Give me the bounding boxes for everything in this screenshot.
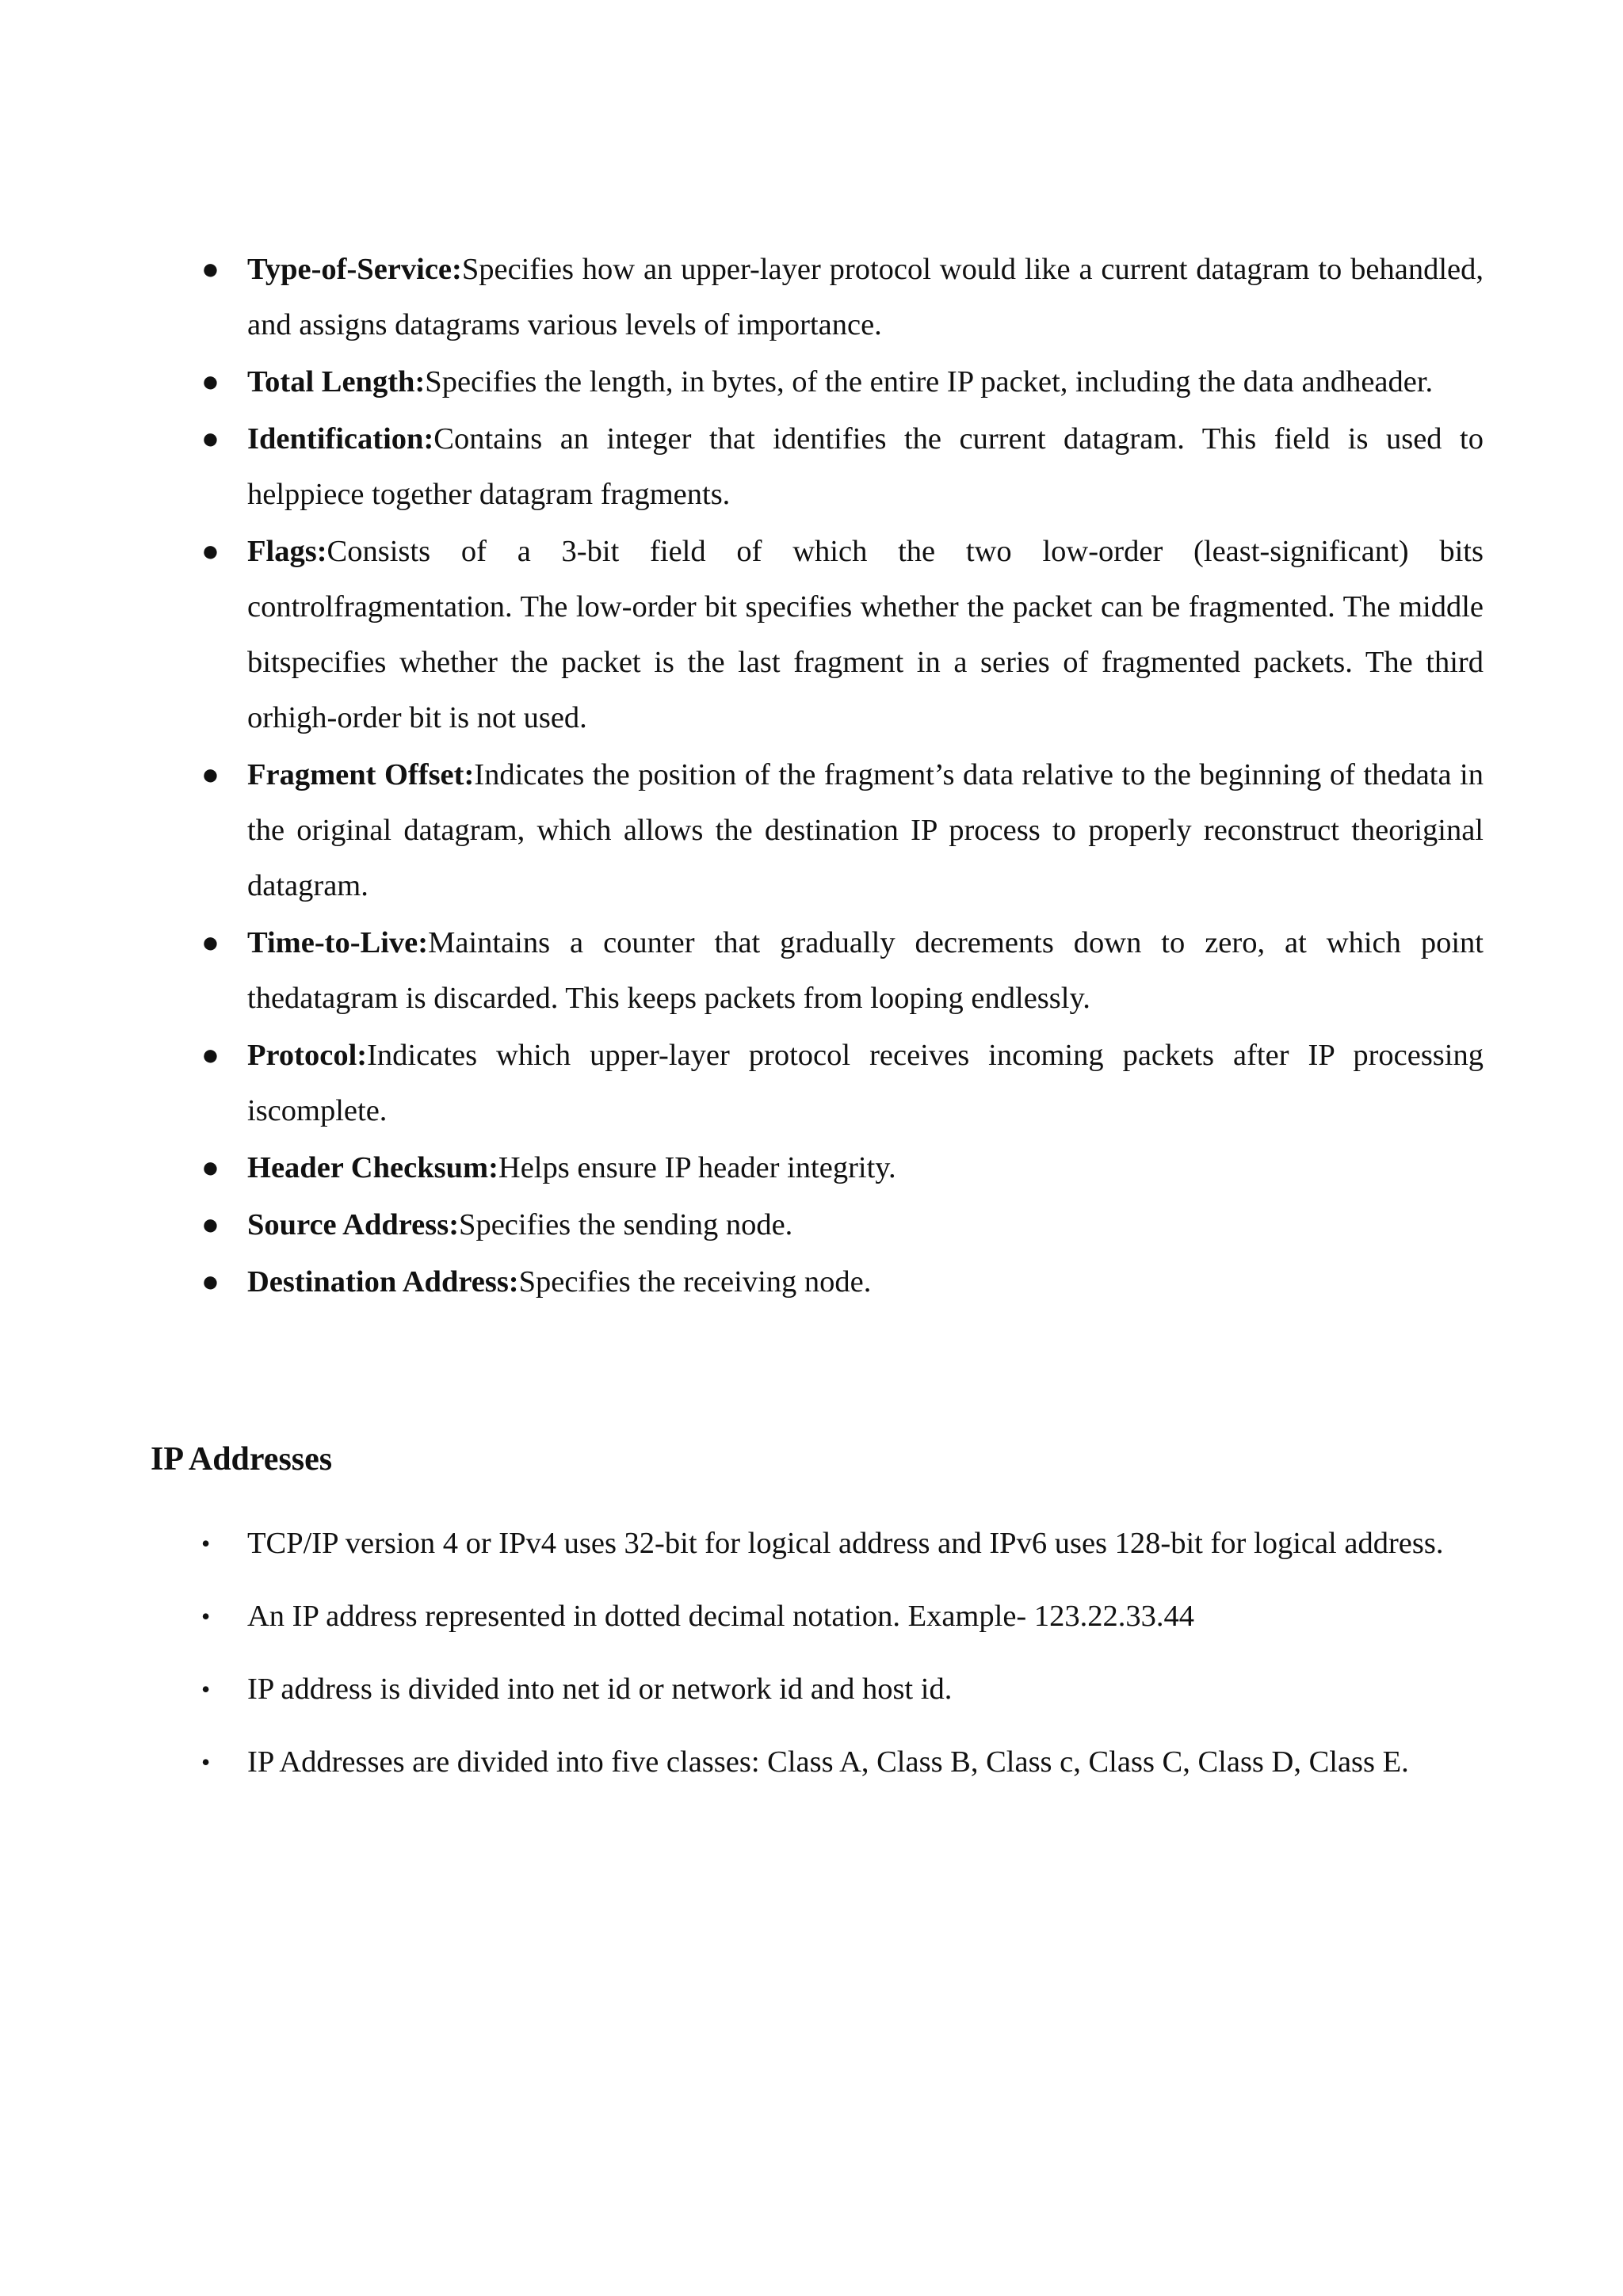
field-description: Helps ensure IP header integrity. — [498, 1151, 896, 1184]
list-item-text: TCP/IP version 4 or IPv4 uses 32-bit for logical address and IPv6 uses 128-bit for logical address. — [247, 1527, 1444, 1560]
bullet-icon: • — [201, 1748, 211, 1776]
field-item-flags — [198, 524, 1484, 746]
field-item-destination-address — [198, 1254, 1484, 1310]
field-term: Identification: — [247, 422, 434, 456]
field-item-header-checksum — [198, 1140, 1484, 1196]
field-item-identification — [198, 411, 1484, 522]
ip-header-field-list — [198, 242, 1484, 1311]
field-item-type-of-service — [198, 242, 1484, 353]
ip-addresses-list — [198, 1507, 1484, 1798]
bullet-icon: ● — [201, 253, 220, 286]
field-term: Header Checksum: — [247, 1151, 498, 1184]
field-term: Time-to-Live: — [247, 926, 429, 959]
field-description: Specifies the sending node. — [459, 1208, 793, 1241]
bullet-icon: ● — [201, 1151, 220, 1184]
list-item — [198, 1507, 1484, 1580]
list-item-text: IP address is divided into net id or network id and host id. — [247, 1672, 953, 1706]
bullet-icon: ● — [201, 926, 220, 959]
bullet-icon: ● — [201, 758, 220, 791]
section-heading-ip-addresses: IP Addresses — [151, 1441, 333, 1478]
list-item — [198, 1653, 1484, 1726]
list-item — [198, 1726, 1484, 1798]
field-description: Maintains a counter that gradually decrements down to zero, at which point thedatagram is discarded. This keeps packets from looping endlessly. — [247, 926, 1484, 1015]
bullet-icon: ● — [201, 1039, 220, 1072]
field-item-fragment-offset — [198, 747, 1484, 913]
field-term: Protocol: — [247, 1039, 368, 1072]
field-description: Indicates the position of the fragment’s data relative to the beginning of thedata in the original datagram, which allows the destination IP process to properly reconstruct theoriginal datagram. — [247, 758, 1484, 902]
field-term: Fragment Offset: — [247, 758, 475, 791]
bullet-icon: ● — [201, 1208, 220, 1241]
bullet-icon: • — [201, 1675, 211, 1703]
bullet-icon: • — [201, 1529, 211, 1558]
field-item-time-to-live — [198, 915, 1484, 1026]
bullet-icon: • — [201, 1602, 211, 1630]
bullet-icon: ● — [201, 422, 220, 456]
field-term: Flags: — [247, 535, 327, 568]
field-description: Specifies the length, in bytes, of the entire IP packet, including the data andheader. — [425, 365, 1434, 399]
field-item-total-length — [198, 354, 1484, 410]
bullet-icon: ● — [201, 1265, 220, 1299]
field-description: Specifies the receiving node. — [518, 1265, 872, 1299]
bullet-icon: ● — [201, 365, 220, 399]
list-item-text: IP Addresses are divided into five classes: Class A, Class B, Class c, Class C, Class D, Class E. — [247, 1745, 1409, 1779]
bullet-icon: ● — [201, 535, 220, 568]
field-description: Specifies how an upper-layer protocol would like a current datagram to behandled, and assigns datagrams various levels of importance. — [247, 253, 1484, 341]
field-description: Consists of a 3-bit field of which the two low-order (least-significant) bits controlfragmentation. The low-order bit specifies whether the packet can be fragmented. The middle bitspecifies whether the packet is the last fragment in a series of fragmented packets. The third orhigh-order bit is not used. — [247, 535, 1484, 734]
field-description: Contains an integer that identifies the current datagram. This field is used to helppiece together datagram fragments. — [247, 422, 1484, 511]
list-item — [198, 1580, 1484, 1653]
field-term: Type-of-Service: — [247, 253, 462, 286]
field-term: Source Address: — [247, 1208, 460, 1241]
field-item-protocol — [198, 1028, 1484, 1138]
field-description: Indicates which upper-layer protocol receives incoming packets after IP processing iscomplete. — [247, 1039, 1484, 1127]
field-term: Total Length: — [247, 365, 426, 399]
field-item-source-address — [198, 1197, 1484, 1253]
list-item-text: An IP address represented in dotted decimal notation. Example- 123.22.33.44 — [247, 1600, 1194, 1633]
field-term: Destination Address: — [247, 1265, 519, 1299]
